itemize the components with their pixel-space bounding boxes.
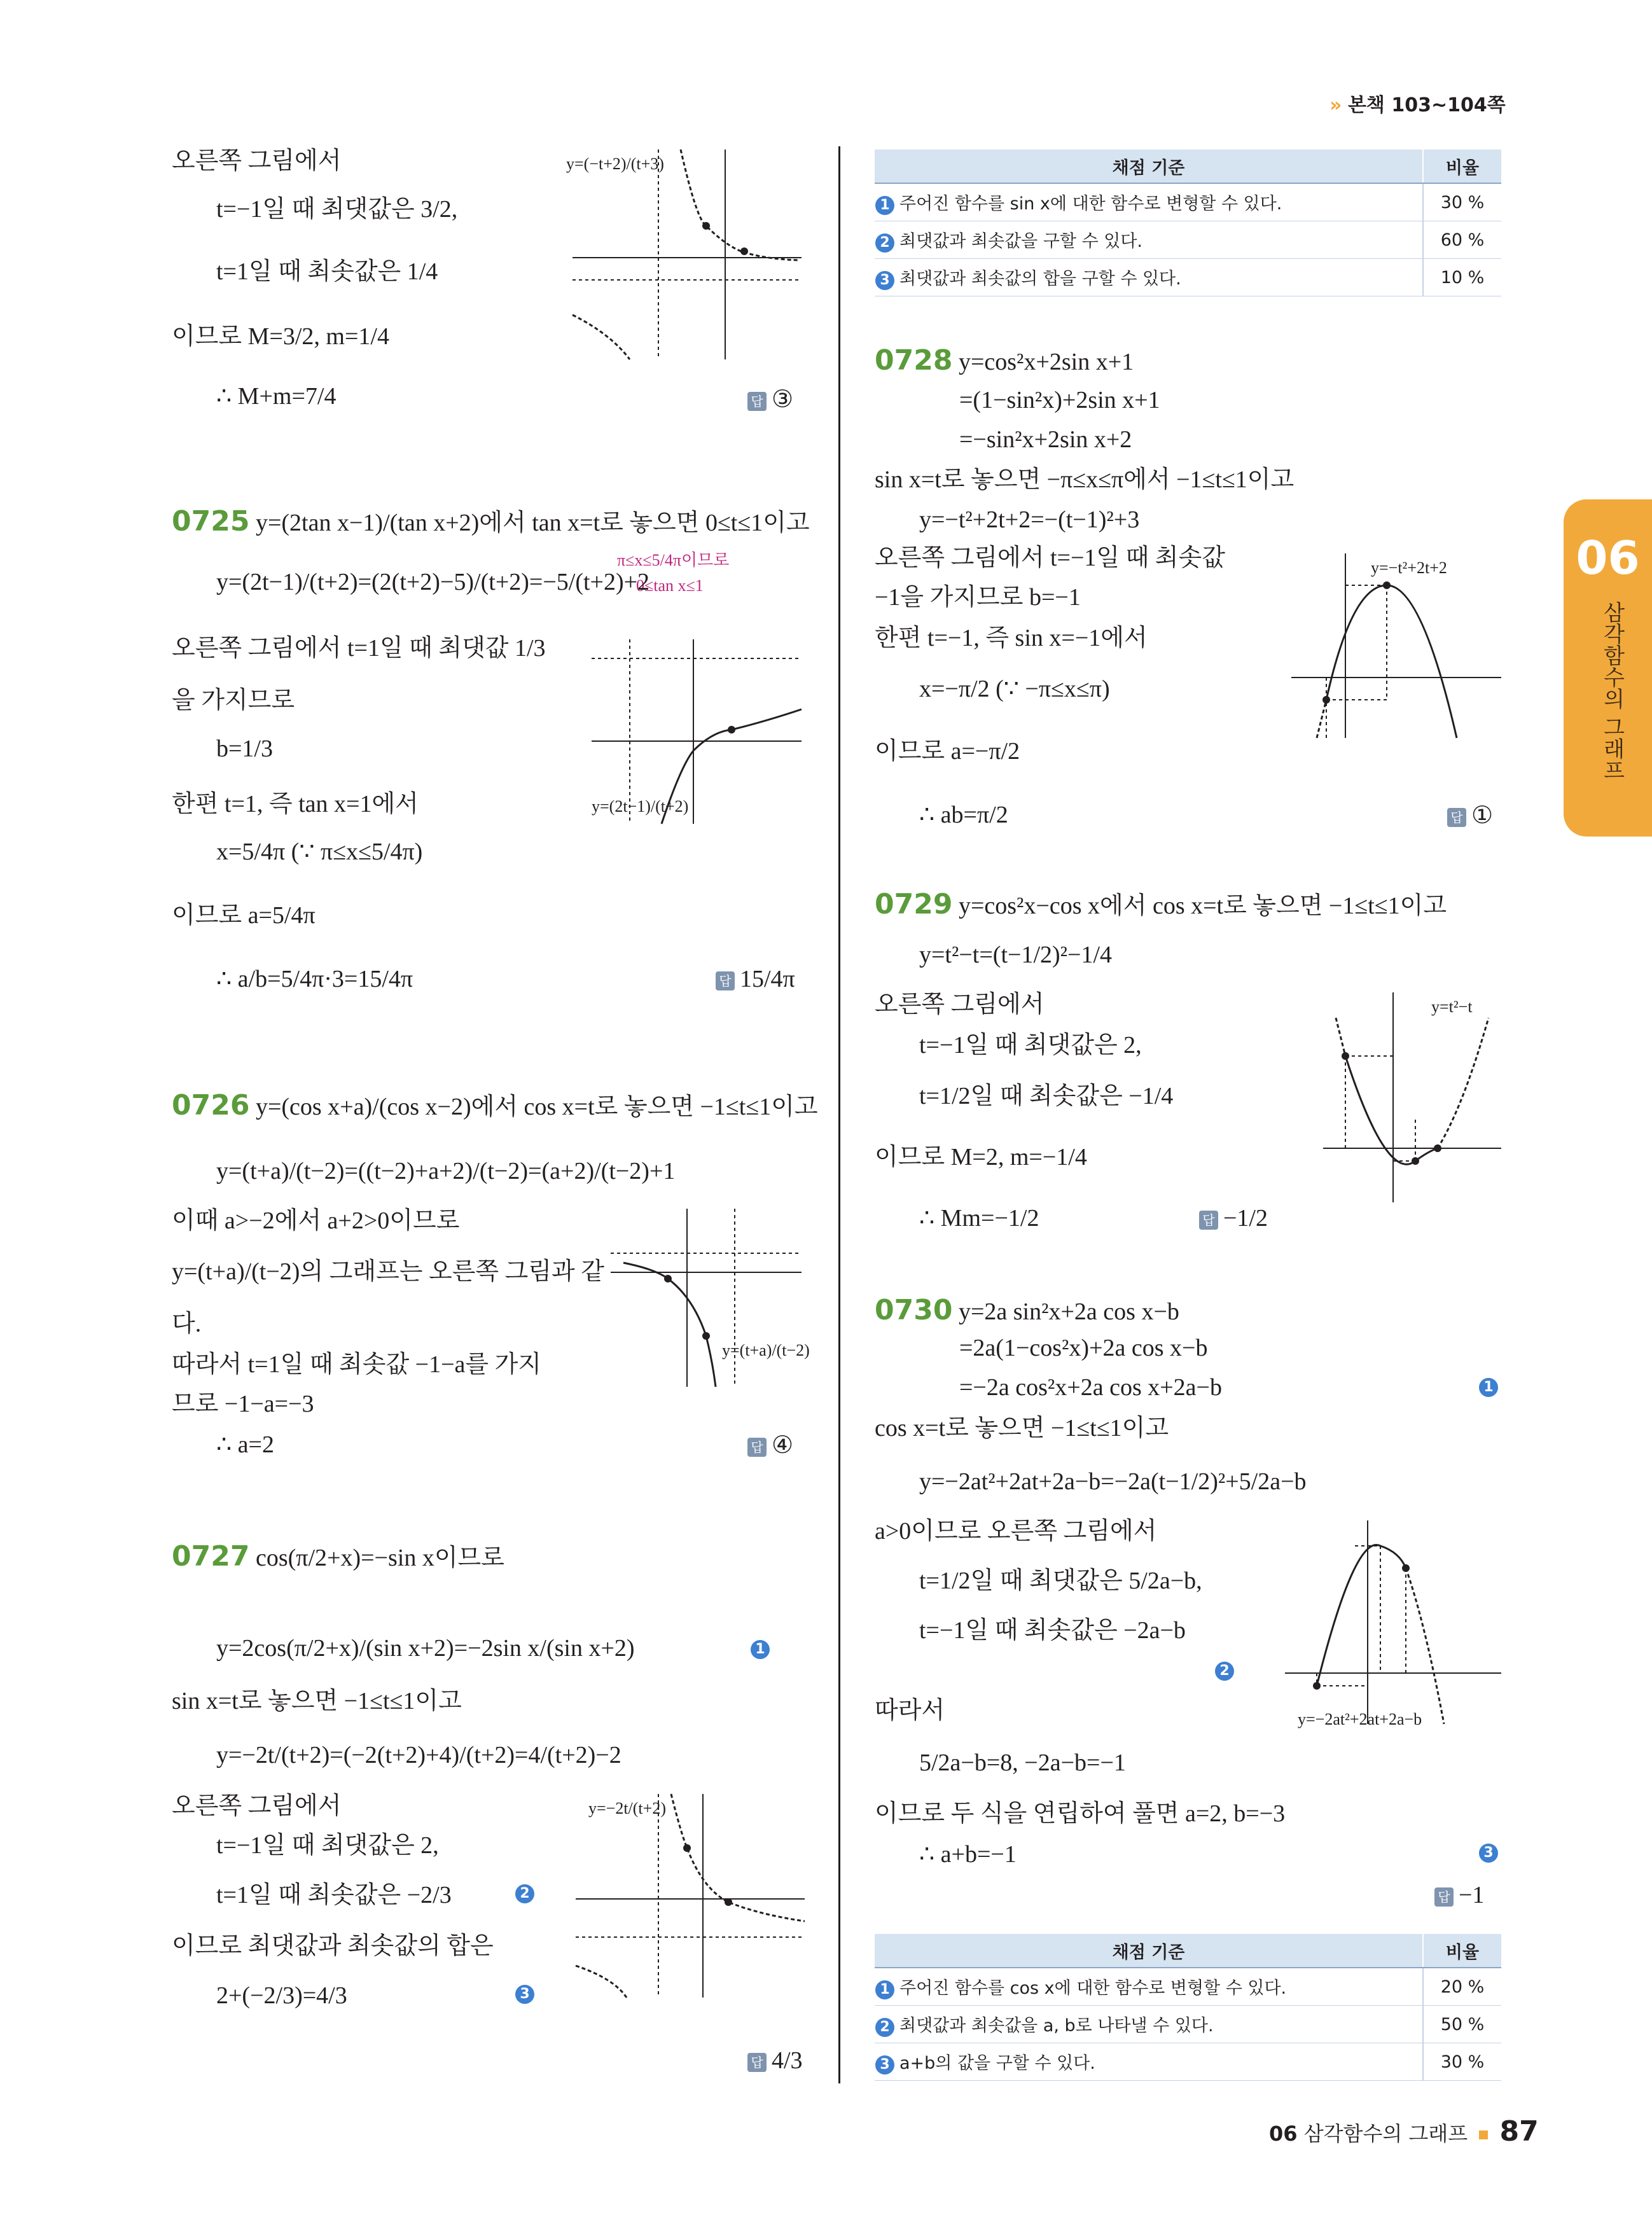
footer-bullet-icon <box>1479 2130 1488 2139</box>
p0724-graph-label: y=(−t+2)/(t+3) <box>566 155 664 173</box>
problem-number: 0726 <box>172 1089 250 1122</box>
p0729-line5: t=1/2일 때 최솟값은 −1/4 <box>919 1083 1174 1109</box>
p0729-graph <box>1323 992 1501 1205</box>
p0728-line6: 오른쪽 그림에서 t=−1일 때 최솟값 <box>875 545 1225 571</box>
page-number: 87 <box>1499 2115 1539 2148</box>
scoring-table-2 <box>875 1934 1501 2081</box>
p0728-line2: =(1−sin²x)+2sin x+1 <box>959 387 1160 414</box>
problem-number: 0728 <box>875 344 953 377</box>
p0726-graph <box>611 1209 810 1389</box>
p0730-graph-label: y=−2at²+2at+2a−b <box>1298 1710 1422 1728</box>
p0725-line2: y=(2t−1)/(t+2)=(2(t+2)−5)/(t+2)=−5/(t+2)+2 <box>216 569 650 595</box>
p0730-line7: t=1/2일 때 최댓값은 5/2a−b, <box>919 1567 1202 1594</box>
score-mark-3: 3 <box>1479 1844 1498 1863</box>
table-row: 3 최댓값과 최솟값의 합을 구할 수 있다. 10 % <box>875 259 1501 296</box>
p0725-line5: b=1/3 <box>216 735 273 762</box>
p0728-line8: 한편 t=−1, 즉 sin x=−1에서 <box>875 625 1148 651</box>
p0726-line3: 이때 a>−2에서 a+2>0이므로 <box>172 1207 460 1234</box>
p0724-line4: 이므로 M=3/2, m=1/4 <box>172 323 389 350</box>
table-row: 1 주어진 함수를 sin x에 대한 함수로 변형할 수 있다. 30 % <box>875 183 1501 221</box>
p0726-line6: 따라서 t=1일 때 최솟값 −1−a를 가지 <box>172 1351 542 1378</box>
p0728-line5: y=−t²+2t+2=−(t−1)²+3 <box>919 506 1140 533</box>
p0730-line10: 5/2a−b=8, −2a−b=−1 <box>919 1749 1126 1776</box>
score-mark-2: 2 <box>1215 1662 1234 1681</box>
chapter-tab-label: 삼각함수의 그래프 <box>1599 601 1625 781</box>
p0729-line1: 0729 y=cos²x−cos x에서 cos x=t로 놓으면 −1≤t≤1이고 <box>875 888 1447 921</box>
answer-icon: 답 <box>747 2053 767 2072</box>
answer-icon: 답 <box>716 971 735 990</box>
p0728-line9: x=−π/2 (∵ −π≤x≤π) <box>919 676 1110 702</box>
chapter-tab <box>1564 499 1652 837</box>
p0727-line2: y=2cos(π/2+x)/(sin x+2)=−2sin x/(sin x+2) <box>216 1635 635 1662</box>
p0724-line2: t=−1일 때 최댓값은 3/2, <box>216 196 458 223</box>
p0727-answer: 답 4/3 <box>747 2048 803 2073</box>
p0726-line5: 다. <box>172 1310 202 1337</box>
p0727-graph-svg <box>576 1788 805 1998</box>
p0727-line7: t=1일 때 최솟값은 −2/3 <box>216 1882 452 1908</box>
problem-number: 0725 <box>172 505 250 538</box>
p0727-line6: t=−1일 때 최댓값은 2, <box>216 1832 439 1859</box>
answer-icon: 답 <box>1447 808 1466 827</box>
score-mark-3: 3 <box>515 1985 534 2004</box>
p0726-line7: 므로 −1−a=−3 <box>172 1391 314 1417</box>
p0727-line1: 0727 cos(π/2+x)=−sin x이므로 <box>172 1540 504 1573</box>
p0730-line1: 0730 y=2a sin²x+2a cos x−b <box>875 1294 1179 1326</box>
p0730-line9: 따라서 <box>875 1697 945 1724</box>
p0730-line3: =−2a cos²x+2a cos x+2a−b <box>959 1374 1222 1401</box>
table-row: 2 최댓값과 최솟값을 구할 수 있다. 60 % <box>875 221 1501 259</box>
p0729-answer: 답 −1/2 <box>1199 1206 1268 1230</box>
p0728-line3: =−sin²x+2sin x+2 <box>959 426 1132 453</box>
p0730-line2: =2a(1−cos²x)+2a cos x−b <box>959 1335 1208 1361</box>
p0725-graph-svg <box>592 633 802 824</box>
p0728-line1: 0728 y=cos²x+2sin x+1 <box>875 344 1134 377</box>
table-header-row: 채점 기준 비율 <box>875 1934 1501 1968</box>
p0725-line7: x=5/4π (∵ π≤x≤5/4π) <box>216 838 423 865</box>
table-header-row: 채점 기준 비율 <box>875 149 1501 183</box>
table-row: 1 주어진 함수를 cos x에 대한 함수로 변형할 수 있다. 20 % <box>875 1968 1501 2006</box>
p0730-graph <box>1285 1520 1501 1727</box>
p0724-line3: t=1일 때 최솟값은 1/4 <box>216 258 438 285</box>
problem-number: 0729 <box>875 888 953 921</box>
p0725-line1: 0725 y=(2tan x−1)/(tan x+2)에서 tan x=t로 놓으면 0≤t≤1이고 <box>172 505 810 538</box>
p0729-graph-label: y=t²−t <box>1431 997 1473 1016</box>
p0726-line2: y=(t+a)/(t−2)=((t−2)+a+2)/(t−2)=(a+2)/(t−2)+1 <box>216 1158 676 1185</box>
p0725-line6: 한편 t=1, 즉 tan x=1에서 <box>172 791 419 817</box>
p0726-line1: 0726 y=(cos x+a)/(cos x−2)에서 cos x=t로 놓으면 −1≤t≤1이고 <box>172 1089 818 1122</box>
p0728-graph <box>1291 547 1501 740</box>
p0730-graph-svg <box>1285 1520 1501 1724</box>
problem-number: 0727 <box>172 1540 250 1573</box>
p0727-line5: 오른쪽 그림에서 <box>172 1793 342 1819</box>
page-reference: » 본책 103~104쪽 <box>1329 94 1506 116</box>
p0727-line3: sin x=t로 놓으면 −1≤t≤1이고 <box>172 1688 462 1714</box>
table-row: 3 a+b의 값을 구할 수 있다. 30 % <box>875 2043 1501 2081</box>
p0728-line10: 이므로 a=−π/2 <box>875 738 1020 765</box>
p0725-line4: 을 가지므로 <box>172 687 295 714</box>
p0729-line2: y=t²−t=(t−1/2)²−1/4 <box>919 942 1113 968</box>
chapter-tab-number: 06 <box>1576 531 1640 585</box>
p0725-note2: 0≤tan x≤1 <box>636 576 704 595</box>
p0725-graph-label: y=(2t−1)/(t+2) <box>592 797 689 816</box>
p0729-line6: 이므로 M=2, m=−1/4 <box>875 1144 1087 1171</box>
p0730-line8: t=−1일 때 최솟값은 −2a−b <box>919 1617 1186 1644</box>
scoring-table-1 <box>875 149 1501 296</box>
answer-icon: 답 <box>747 392 767 411</box>
p0730-line12: ∴ a+b=−1 <box>919 1841 1017 1868</box>
p0727-graph-label: y=−2t/(t+2) <box>588 1799 666 1817</box>
p0726-answer: 답 ④ <box>747 1433 793 1457</box>
p0730-line11: 이므로 두 식을 연립하여 풀면 a=2, b=−3 <box>875 1800 1286 1827</box>
p0725-line8: 이므로 a=5/4π <box>172 902 316 929</box>
p0728-answer: 답 ① <box>1447 803 1493 827</box>
p0725-graph <box>592 633 802 826</box>
p0726-line8: ∴ a=2 <box>216 1431 274 1458</box>
page-footer: 06 삼각함수의 그래프 87 <box>1269 2115 1539 2148</box>
p0724-graph-svg <box>573 143 802 359</box>
p0728-line7: −1을 가지므로 b=−1 <box>875 584 1081 611</box>
p0728-graph-label: y=−t²+2t+2 <box>1371 559 1447 577</box>
p0729-line7: ∴ Mm=−1/2 <box>919 1205 1039 1232</box>
p0730-line5: y=−2at²+2at+2a−b=−2a(t−1/2)²+5/2a−b <box>919 1468 1307 1495</box>
p0724-line1: 오른쪽 그림에서 <box>172 148 342 174</box>
answer-icon: 답 <box>747 1438 767 1457</box>
p0724-answer: 답 ③ <box>747 387 793 411</box>
p0730-answer: 답 −1 <box>1434 1883 1484 1907</box>
score-mark-2: 2 <box>515 1884 534 1903</box>
p0725-line3: 오른쪽 그림에서 t=1일 때 최댓값 1/3 <box>172 635 546 662</box>
p0725-answer: 답 15/4π <box>716 967 795 991</box>
p0727-line4: y=−2t/(t+2)=(−2(t+2)+4)/(t+2)=4/(t+2)−2 <box>216 1742 621 1769</box>
p0725-line9: ∴ a/b=5/4π·3=15/4π <box>216 966 413 992</box>
p0724-line5: ∴ M+m=7/4 <box>216 383 337 410</box>
p0727-line8: 이므로 최댓값과 최솟값의 합은 <box>172 1933 494 1959</box>
p0728-line4: sin x=t로 놓으면 −π≤x≤π에서 −1≤t≤1이고 <box>875 466 1295 493</box>
column-divider <box>838 146 840 2083</box>
p0729-line4: t=−1일 때 최댓값은 2, <box>919 1032 1142 1059</box>
p0727-line9: 2+(−2/3)=4/3 <box>216 1982 347 2009</box>
ref-arrow-icon: » <box>1329 94 1342 116</box>
answer-icon: 답 <box>1434 1887 1454 1907</box>
score-mark-1: 1 <box>751 1640 770 1659</box>
p0729-line3: 오른쪽 그림에서 <box>875 991 1045 1018</box>
p0730-line4: cos x=t로 놓으면 −1≤t≤1이고 <box>875 1415 1169 1442</box>
p0730-line6: a>0이므로 오른쪽 그림에서 <box>875 1518 1157 1545</box>
score-mark-1: 1 <box>1479 1378 1498 1397</box>
problem-number: 0730 <box>875 1294 953 1326</box>
answer-icon: 답 <box>1199 1211 1218 1230</box>
p0726-graph-svg <box>611 1209 802 1387</box>
p0726-line4: y=(t+a)/(t−2)의 그래프는 오른쪽 그림과 같 <box>172 1258 604 1285</box>
p0725-note1: π≤x≤5/4π이므로 <box>617 551 730 569</box>
p0724-graph <box>566 143 802 362</box>
p0728-line11: ∴ ab=π/2 <box>919 802 1008 828</box>
table-row: 2 최댓값과 최솟값을 a, b로 나타낼 수 있다. 50 % <box>875 2006 1501 2043</box>
p0726-graph-label: y=(t+a)/(t−2) <box>722 1341 810 1359</box>
p0727-graph <box>576 1788 805 2000</box>
p0729-graph-svg <box>1323 992 1501 1202</box>
